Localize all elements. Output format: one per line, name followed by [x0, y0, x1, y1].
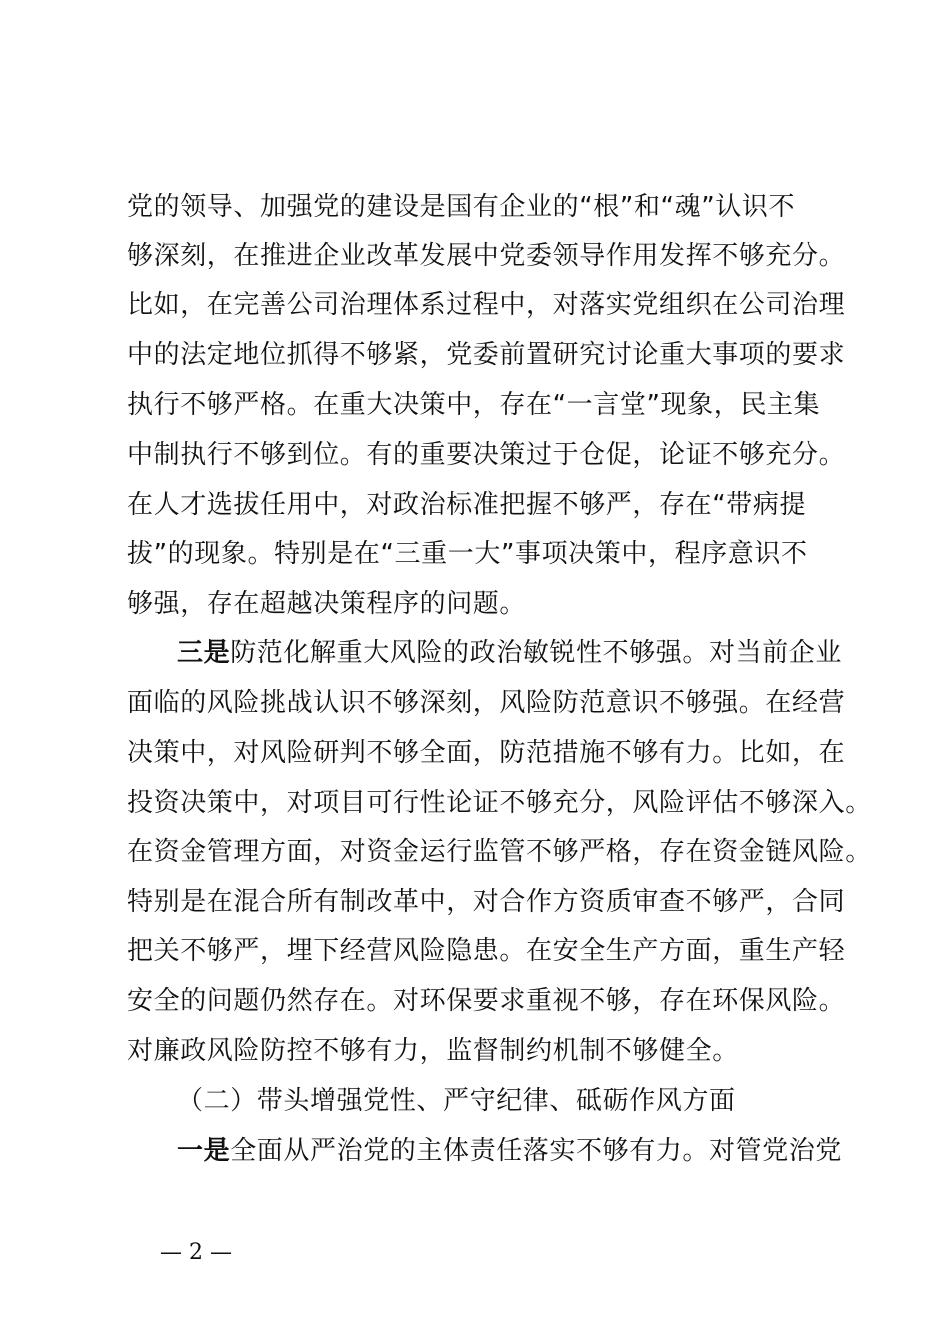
- paragraph-three-line-6: 特别是在混合所有制改革中，对合作方资质审查不够严，合同: [127, 887, 846, 917]
- paragraph-three-line-5: 在资金管理方面，对资金运行监管不够严格，存在资金链风险。: [127, 837, 872, 867]
- body-line-4: 中的法定地位抓得不够紧，党委前置研究讨论重大事项的要求: [127, 340, 846, 370]
- paragraph-three-line-9: 对廉政风险防控不够有力，监督制约机制不够健全。: [127, 1036, 739, 1066]
- paragraph-four-lead: 一是: [177, 1136, 231, 1166]
- body-line-2: 够深刻，在推进企业改革发展中党委领导作用发挥不够充分。: [127, 241, 846, 271]
- body-line-1: 党的领导、加强党的建设是国有企业的“根”和“魂”认识不: [127, 192, 796, 222]
- body-line-9: 够强，存在超越决策程序的问题。: [127, 589, 527, 619]
- body-line-3: 比如，在完善公司治理体系过程中，对落实党组织在公司治理: [127, 290, 846, 320]
- section-heading: （二）带头增强党性、严守纪律、砥砺作风方面: [177, 1086, 736, 1116]
- body-line-7: 在人才选拔任用中，对政治标准把握不够严，存在“带病提: [127, 490, 807, 520]
- paragraph-three-first-text: 防范化解重大风险的政治敏锐性不够强。对当前企业: [230, 638, 843, 668]
- paragraph-three-line-8: 安全的问题仍然存在。对环保要求重视不够，存在环保风险。: [127, 986, 846, 1016]
- paragraph-four-first-text: 全面从严治党的主体责任落实不够有力。对管党治党: [230, 1136, 843, 1166]
- body-line-5: 执行不够严格。在重大决策中，存在“一言堂”现象，民主集: [127, 390, 821, 420]
- page-number: — 2 —: [160, 1240, 232, 1265]
- paragraph-three-line-2: 面临的风险挑战认识不够深刻，风险防范意识不够强。在经营: [127, 688, 846, 718]
- body-line-6: 中制执行不够到位。有的重要决策过于仓促，论证不够充分。: [127, 440, 846, 470]
- paragraph-three-line-3: 决策中，对风险研判不够全面，防范措施不够有力。比如，在: [127, 738, 846, 768]
- body-line-8: 拔”的现象。特别是在“三重一大”事项决策中，程序意识不: [127, 539, 808, 569]
- paragraph-three-first-line: [177, 638, 842, 668]
- paragraph-three-lead: 三是: [177, 638, 231, 668]
- paragraph-three-line-4: 投资决策中，对项目可行性论证不够充分，风险评估不够深入。: [127, 788, 872, 818]
- paragraph-four-first-line: [177, 1136, 842, 1166]
- paragraph-three-line-7: 把关不够严，埋下经营风险隐患。在安全生产方面，重生产轻: [127, 936, 846, 966]
